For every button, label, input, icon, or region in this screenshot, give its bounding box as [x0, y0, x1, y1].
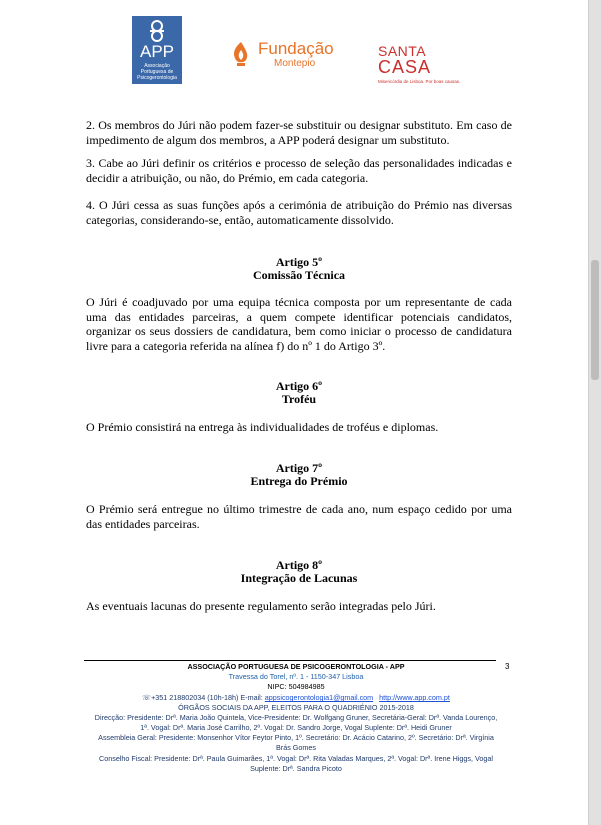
fundacao-name: Fundação	[258, 39, 334, 58]
footer-email-link[interactable]: appsicogerontologia1@gmail.com	[264, 693, 374, 702]
footer-divider	[84, 660, 496, 661]
article-7-text: O Prémio será entregue no último trimestre de cada ano, num espaço cedido por uma das entidades parceiras.	[86, 502, 512, 531]
vertical-scrollbar[interactable]	[588, 0, 601, 825]
article-8-text: As eventuais lacunas do presente regulamento serão integradas pelo Júri.	[86, 599, 436, 613]
santa-casa-line1: SANTA	[378, 43, 427, 59]
article-5-text: O Júri é coadjuvado por uma equipa técnica composta por um representante de cada uma das entidades parceiras, a quem compete identificar potenciais candidatos, organizar os seus dossiers de candidatura, bem como iniciar o processo de candidatura livre para a categoria referida na alínea f) do nº 1 do Artigo 3º.	[86, 295, 512, 353]
article-5-number: Artigo 5º	[275, 255, 323, 269]
fundacao-sub: Montepio	[274, 58, 316, 69]
app-logo-abbr: APP	[139, 42, 175, 61]
page-number: 3	[505, 662, 510, 671]
article-7-number: Artigo 7º	[275, 461, 323, 475]
footer-conselho-1: Conselho Fiscal: Presidente: Drª. Paula Guimarães, 1ª. Vogal: Drª. Rita Valadas Marques, 2ª. Vogal: Drª. Irene Higgs, Vogal	[99, 754, 493, 763]
paragraph-4: 4. O Júri cessa as suas funções após a cerimónia de atribuição do Prémio nas diversas categorias, considerando-se, então, automaticamente dissolvido.	[86, 198, 512, 227]
article-8-title: Integração de Lacunas	[240, 571, 358, 585]
article-5-title: Comissão Técnica	[252, 268, 346, 282]
paragraph-2: 2. Os membros do Júri não podem fazer-se substituir ou designar substituto. Em caso de impedimento de algum dos membros, a APP poderá designar um substituto.	[86, 118, 512, 147]
footer-contacts	[84, 693, 508, 703]
footer-address: Travessa do Torel, nº. 1 - 1150-347 Lisboa	[228, 672, 364, 681]
footer-direccao-2: 1ª. Vogal: Drª. Maria José Carrilho, 2º. Vogal: Dr. Sandro Jorge, Vogal Suplente: Drª. Heidi Gruner	[140, 723, 452, 732]
footer-email-label: E-mail:	[240, 693, 263, 702]
article-6-number: Artigo 6º	[275, 379, 323, 393]
app-hourglass-icon	[147, 20, 167, 42]
article-6-title: Troféu	[281, 392, 317, 406]
footer-phone: ☏+351 218802034 (10h-18h)	[142, 693, 239, 702]
fundacao-montepio-logo	[228, 40, 338, 74]
app-logo-name: Associação Portuguesa de Psicogerontologia	[137, 63, 177, 81]
article-7-title: Entrega do Prémio	[250, 474, 348, 488]
footer-website-link[interactable]: http://www.app.com.pt	[379, 693, 450, 702]
santa-casa-line2: CASA	[378, 57, 432, 77]
footer-assembleia-1: Assembleia Geral: Presidente: Monsenhor Vítor Feytor Pinto, 1º. Secretário: Dr. Acácio Catarino, 2º. Secretário: Drª. Virgínia	[98, 733, 494, 742]
fundacao-flame-icon	[228, 40, 254, 70]
article-6-text: O Prémio consistirá na entrega às individualidades de troféus e diplomas.	[86, 420, 439, 434]
santa-casa-logo	[378, 44, 478, 88]
article-8-number: Artigo 8º	[275, 558, 323, 572]
scrollbar-thumb[interactable]	[591, 260, 599, 380]
app-logo	[132, 16, 182, 84]
paragraph-3: 3. Cabe ao Júri definir os critérios e processo de seleção das personalidades indicadas e decidir a atribuição, ou não, do Prémio, em cada categoria.	[86, 156, 512, 185]
footer-nipc: NIPC: 504984985	[267, 682, 325, 691]
footer-direccao-1: Direcção: Presidente: Drª. Maria João Quintela, Vice-Presidente: Dr. Wolfgang Gruner, Secretária-Geral: Drª. Vanda Lourenço,	[94, 713, 498, 722]
footer-bodies-title: ÓRGÃOS SOCIAIS DA APP, ELEITOS PARA O QUADRIÉNIO 2015-2018	[178, 703, 414, 712]
footer-org-name: ASSOCIAÇÃO PORTUGUESA DE PSICOGERONTOLOGIA - APP	[187, 662, 405, 671]
santa-casa-tagline: Misericórdia de Lisboa. Por boas causas.	[378, 79, 461, 84]
footer-assembleia-2: Brás Gomes	[276, 743, 316, 752]
footer-conselho-2: Suplente: Drª. Sandra Picoto	[250, 764, 342, 773]
